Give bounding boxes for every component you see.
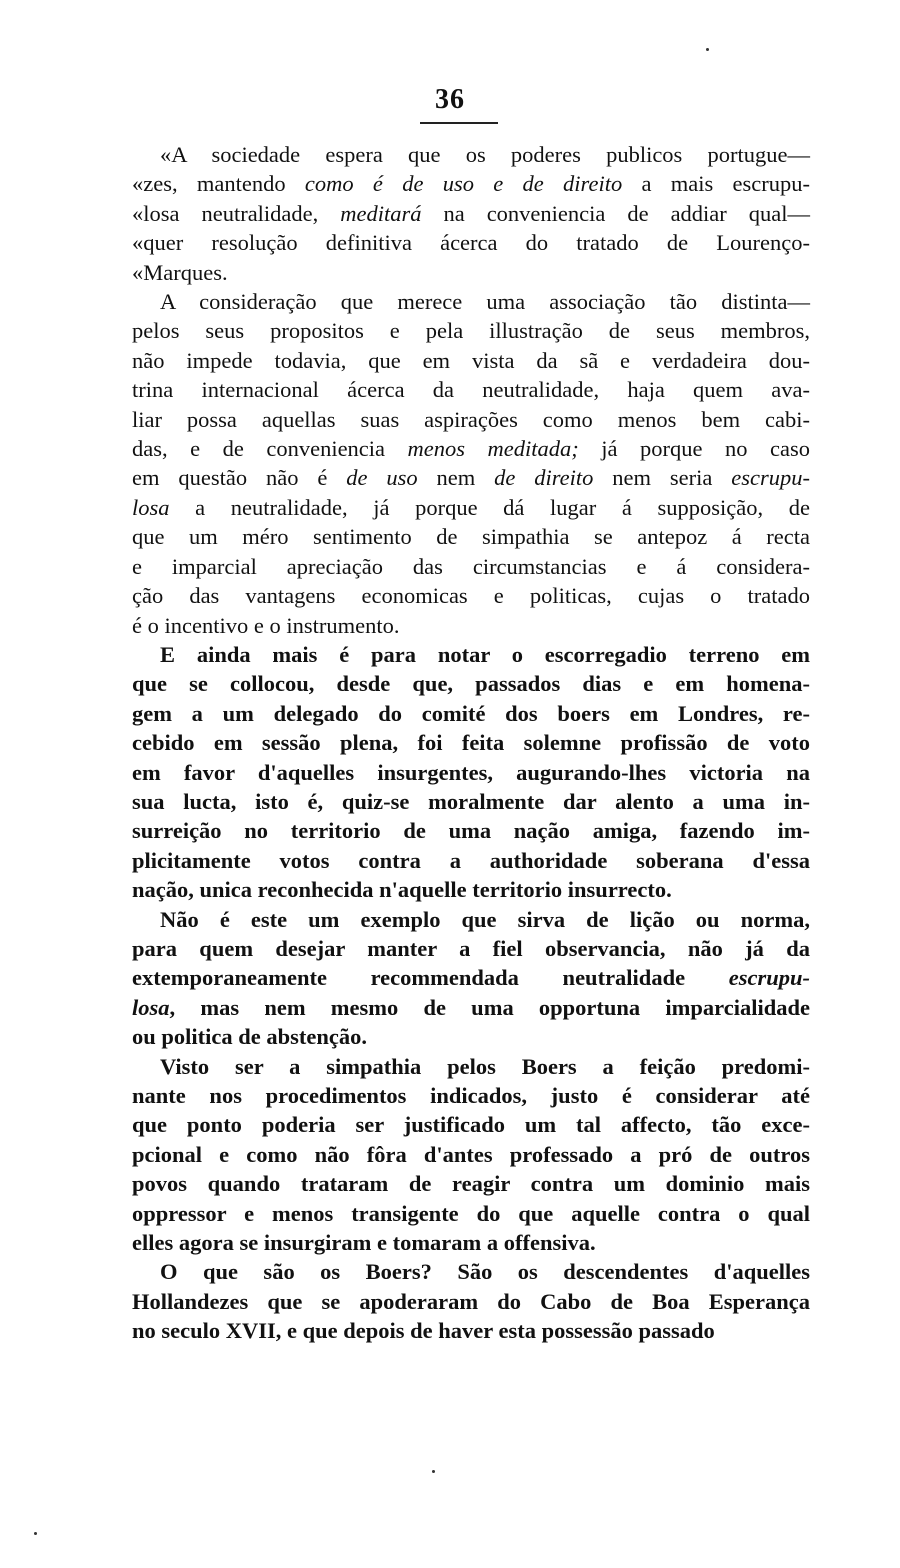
text-line: pcional e como não fôra d'antes professado a pró de outros	[132, 1141, 810, 1167]
text-line: e imparcial apreciação das circumstancias e á considera-	[132, 553, 810, 579]
text-line: que se collocou, desde que, passados dias e em homena-	[132, 671, 810, 697]
text-line: losa a neutralidade, já porque dá lugar á supposição, de	[132, 494, 810, 520]
text-line: para quem desejar manter a fiel observancia, não já da	[132, 935, 810, 961]
italic-phrase: de direito	[494, 465, 594, 491]
text-line: Hollandezes que se apoderaram do Cabo de Boa Esperança	[132, 1288, 810, 1314]
paragraph	[104, 1257, 810, 1345]
ink-speck	[34, 1532, 37, 1535]
italic-phrase: losa	[132, 994, 170, 1020]
italic-phrase: menos meditada;	[407, 436, 579, 462]
text-line: que ponto poderia ser justificado um tal affecto, tão exce-	[132, 1112, 810, 1138]
text-line: Não é este um exemplo que sirva de lição ou norma,	[160, 906, 810, 932]
text-line: gem a um delegado do comité dos boers em Londres, re-	[132, 700, 810, 726]
text-line: extemporaneamente recommendada neutralidade escrupu-	[132, 965, 810, 991]
text-line: losa, mas nem mesmo de uma opportuna imparcialidade	[132, 994, 810, 1020]
text-line: sua lucta, isto é, quiz-se moralmente dar alento a uma in-	[132, 788, 810, 814]
text-line: povos quando trataram de reagir contra um dominio mais	[132, 1171, 810, 1197]
paragraph	[104, 1052, 810, 1258]
text-line: A consideração que merece uma associação tão distinta—	[160, 289, 810, 315]
text-line: O que são os Boers? São os descendentes d'aquelles	[160, 1259, 810, 1285]
body-text	[104, 140, 810, 1346]
page-number-rule	[420, 122, 498, 124]
paragraph	[104, 287, 810, 640]
text-line: cebido em sessão plena, foi feita solemne profissão de voto	[132, 730, 810, 756]
text-line: ou politica de abstenção.	[132, 1024, 368, 1050]
text-line: das, e de conveniencia menos meditada; já porque no caso	[132, 436, 810, 462]
paragraph	[104, 640, 810, 905]
text-line: Visto ser a simpathia pelos Boers a feição predomi-	[160, 1053, 810, 1079]
text-line: trina internacional ácerca da neutralidade, haja quem ava-	[132, 377, 810, 403]
text-line: em favor d'aquelles insurgentes, augurando-lhes victoria na	[132, 759, 810, 785]
text-line: surreição no territorio de uma nação amiga, fazendo im-	[132, 818, 810, 844]
text-line: pelos seus propositos e pela illustração de seus membros,	[132, 318, 810, 344]
text-line: no seculo XVII, e que depois de haver esta possessão passado	[132, 1318, 715, 1344]
paragraph	[104, 140, 810, 287]
italic-phrase: escrupu-	[728, 965, 810, 991]
ink-speck	[432, 1470, 435, 1473]
text-line: «losa neutralidade, meditará na conveniencia de addiar qual—	[132, 200, 810, 226]
italic-phrase: losa	[132, 494, 170, 520]
text-line: «zes, mantendo como é de uso e de direito a mais escrupu-	[132, 171, 810, 197]
text-line: plicitamente votos contra a authoridade soberana d'essa	[132, 847, 810, 873]
text-line: em questão não é de uso nem de direito nem seria escrupu-	[132, 465, 810, 491]
text-line: «A sociedade espera que os poderes publicos portugue—	[160, 142, 810, 167]
text-line: ção das vantagens economicas e politicas, cujas o tratado	[132, 583, 810, 609]
text-line: liar possa aquellas suas aspirações como menos bem cabi-	[132, 406, 810, 432]
text-line: oppressor e menos transigente do que aquelle contra o qual	[132, 1200, 810, 1226]
italic-phrase: como é de uso e de direito	[304, 171, 623, 197]
italic-phrase: meditará	[340, 200, 422, 226]
text-line: é o incentivo e o instrumento.	[132, 612, 400, 638]
text-line: elles agora se insurgiram e tomaram a offensiva.	[132, 1230, 596, 1256]
page-number: 36	[435, 84, 465, 115]
text-line: que um méro sentimento de simpathia se antepoz á recta	[132, 524, 810, 550]
text-line: nante nos procedimentos indicados, justo é considerar até	[132, 1083, 810, 1108]
text-line: nação, unica reconhecida n'aquelle territorio insurrecto.	[132, 877, 672, 903]
text-line: E ainda mais é para notar o escorregadio terreno em	[160, 641, 810, 667]
ink-speck	[706, 48, 709, 51]
text-line: «Marques.	[132, 259, 228, 285]
italic-phrase: escrupu-	[731, 465, 810, 491]
italic-phrase: de uso	[346, 465, 418, 491]
paragraph	[104, 905, 810, 1052]
text-line: não impede todavia, que em vista da sã e verdadeira dou-	[132, 347, 810, 373]
text-line: «quer resolução definitiva ácerca do tratado de Lourenço-	[132, 230, 810, 256]
